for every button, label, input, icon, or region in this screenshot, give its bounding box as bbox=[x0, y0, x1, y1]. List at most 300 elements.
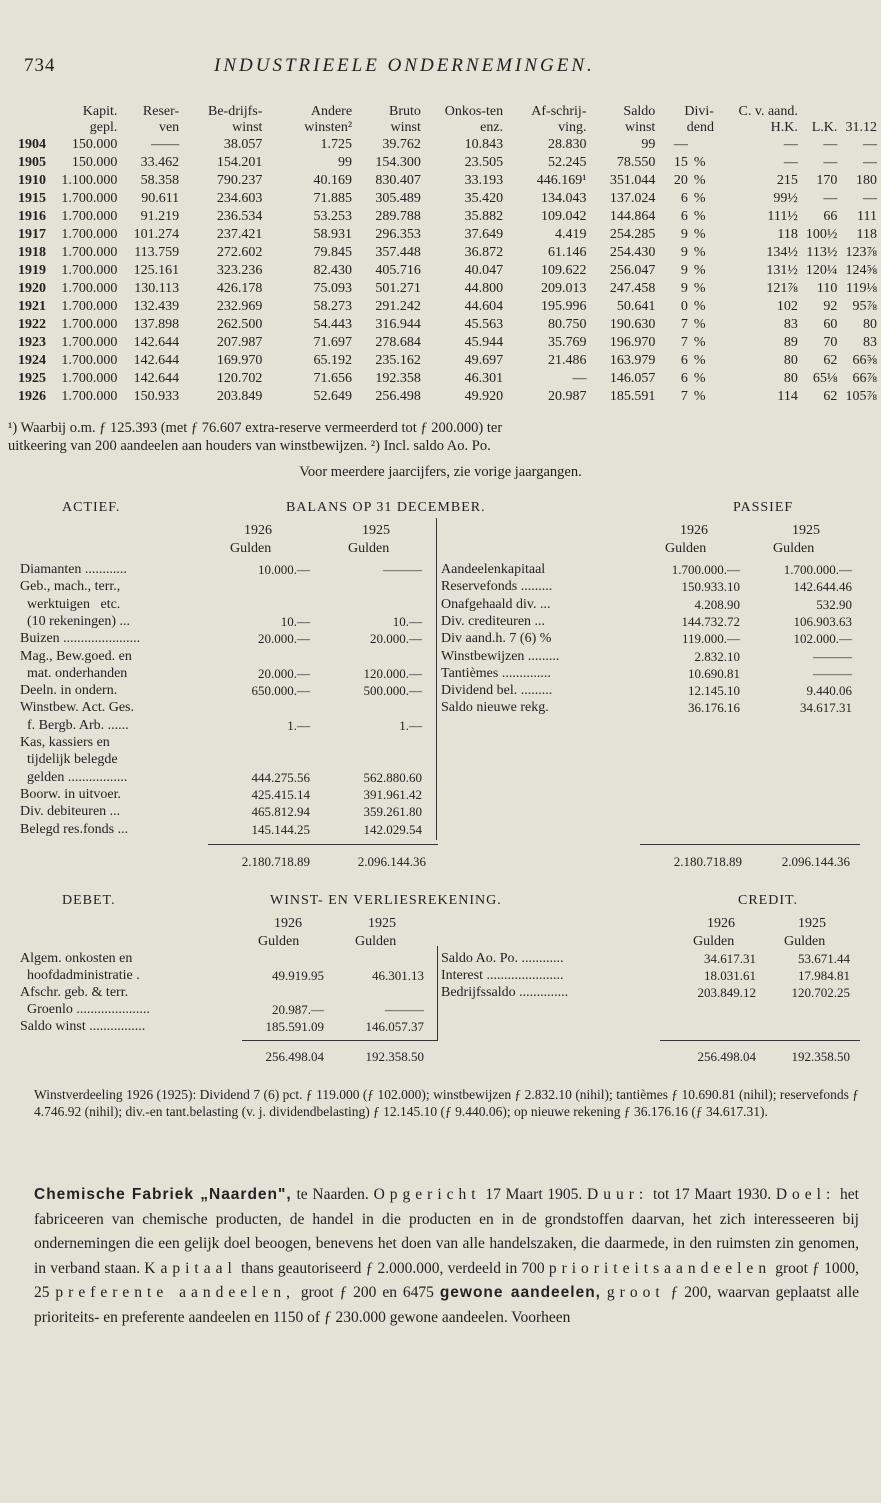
table-cell: 6 bbox=[680, 371, 688, 386]
ledger-label: (10 rekeningen) ... bbox=[20, 613, 131, 629]
ledger-label: Belegd res.fonds ... bbox=[20, 821, 129, 837]
balans-right-unit-26: Gulden bbox=[665, 541, 707, 556]
financial-history-table bbox=[18, 104, 881, 406]
table-cell: 137.898 bbox=[133, 317, 180, 332]
table-cell: 1.700.000 bbox=[61, 371, 118, 386]
table-cell: 830.407 bbox=[375, 173, 421, 188]
ledger-value-1926: 119.000.— bbox=[681, 631, 740, 647]
table-cell: 83 bbox=[783, 317, 798, 332]
footnote-1: ¹) Waarbij o.m. ƒ 125.393 (met ƒ 76.607 extra-reserve vermeerderd tot ƒ 200.000) ter bbox=[8, 420, 503, 436]
table-cell: 113½ bbox=[806, 245, 838, 260]
table-cell: % bbox=[693, 263, 706, 278]
table-cell: 405.716 bbox=[375, 263, 421, 278]
table-cell: — bbox=[823, 191, 838, 206]
ledger-value-1926: 650.000.— bbox=[251, 683, 310, 699]
table-cell: 46.301 bbox=[464, 371, 504, 386]
table-cell: 33.462 bbox=[140, 155, 180, 170]
ledger-label: gelden ................. bbox=[20, 769, 128, 785]
year-cell: 1904 bbox=[18, 137, 46, 152]
company-text-5: thans geautoriseerd ƒ 2.000.000, verdeeld in 700 bbox=[236, 1259, 549, 1277]
table-cell: 66⅝ bbox=[852, 353, 877, 368]
ledger-value-1925: 359.261.80 bbox=[363, 804, 422, 820]
table-cell: 123⅞ bbox=[845, 245, 877, 260]
winst-right-unit-26: Gulden bbox=[693, 934, 735, 949]
table-row bbox=[18, 136, 881, 154]
page-number: 734 bbox=[24, 55, 56, 76]
ledger-label: Deeln. in ondern. bbox=[20, 683, 118, 699]
table-cell: 100½ bbox=[805, 227, 838, 242]
table-cell: 35.420 bbox=[464, 191, 504, 206]
ledger-value-1926: 4.208.90 bbox=[694, 596, 740, 612]
table-cell: 1.700.000 bbox=[61, 227, 118, 242]
ledger-label: Diamanten ............ bbox=[20, 562, 127, 577]
company-text-2: 17 Maart 1905. bbox=[480, 1186, 588, 1203]
table-cell: % bbox=[693, 389, 706, 404]
balans-left-total-rule bbox=[208, 844, 438, 845]
table-cell: — bbox=[572, 371, 587, 386]
doel-label: Doel: bbox=[775, 1186, 836, 1203]
winst-left-year-25: 1925 bbox=[368, 916, 396, 931]
table-row bbox=[18, 190, 881, 208]
table-cell: 119⅛ bbox=[846, 281, 877, 296]
table-cell: 196.970 bbox=[609, 335, 656, 350]
table-cell: 296.353 bbox=[375, 227, 421, 242]
table-cell: 40.169 bbox=[313, 173, 353, 188]
table-cell: % bbox=[693, 371, 706, 386]
table-cell: 9 bbox=[680, 245, 688, 260]
table-cell: 142.644 bbox=[133, 335, 180, 350]
table-cell: 111½ bbox=[767, 209, 798, 224]
table-cell: — bbox=[783, 155, 798, 170]
table-cell: 91.219 bbox=[140, 209, 180, 224]
table-cell: 1.100.000 bbox=[61, 173, 118, 188]
ledger-value-1925: ——— bbox=[813, 665, 852, 681]
col-koers-lk: L.K. bbox=[811, 120, 838, 135]
table-cell: 254.430 bbox=[609, 245, 656, 260]
table-cell: 234.603 bbox=[216, 191, 263, 206]
year-cell: 1916 bbox=[18, 209, 46, 224]
table-cell: 45.563 bbox=[464, 317, 504, 332]
table-cell: 1.700.000 bbox=[61, 245, 118, 260]
table-cell: 52.649 bbox=[313, 389, 353, 404]
balans-right-total-26: 2.180.718.89 bbox=[673, 854, 742, 869]
table-cell: 163.979 bbox=[609, 353, 656, 368]
ledger-value-1925: 120.000.— bbox=[363, 665, 422, 681]
winst-right-unit-25: Gulden bbox=[784, 934, 826, 949]
ledger-label: Bedrijfssaldo .............. bbox=[441, 985, 569, 1000]
ledger-value-1926: 20.000.— bbox=[258, 631, 310, 647]
ledger-value-1926: 1.700.000.— bbox=[671, 562, 740, 577]
ledger-value-1925: 500.000.— bbox=[363, 683, 422, 699]
ledger-label: mat. onderhanden bbox=[20, 665, 128, 681]
opgericht-label: Opgericht bbox=[373, 1186, 481, 1203]
table-cell: 60 bbox=[823, 317, 838, 332]
table-cell: 1.700.000 bbox=[61, 299, 118, 314]
ledger-value-1925: 562.880.60 bbox=[363, 769, 422, 785]
ledger-value-1926: 465.812.94 bbox=[251, 804, 310, 820]
balans-passief-heading: PASSIEF bbox=[733, 500, 794, 515]
year-cell: 1923 bbox=[18, 335, 46, 350]
company-text-4: het fabriceeren van chemische producten, de handel in die producten en in de grondstoffen daarvan, het zich interesseeren bij ondernemingen die een gelijk doel beoogen, benevens het doen van alle handelszaken, die daarmede, in den ruimsten zin genomen, in verband staan. bbox=[34, 1186, 859, 1277]
table-row bbox=[18, 352, 881, 370]
footnote-2: uitkeering van 200 aandeelen aan houders van winstbewijzen. ²) Incl. saldo Ao. Po. bbox=[8, 438, 491, 454]
page-title: INDUSTRIEELE ONDERNEMINGEN. bbox=[214, 55, 595, 76]
col-afschrijving: Af-schrij-ving. bbox=[531, 104, 587, 135]
table-cell: 58.931 bbox=[313, 227, 353, 242]
table-cell: 9 bbox=[680, 227, 688, 242]
ledger-value-1925: 34.617.31 bbox=[800, 700, 852, 716]
ledger-label: Kas, kassiers en bbox=[20, 735, 110, 750]
table-cell: 289.788 bbox=[375, 209, 421, 224]
ledger-value-1926: 36.176.16 bbox=[688, 700, 740, 716]
ledger-label: Algem. onkosten en bbox=[20, 951, 133, 966]
winst-right-total-rule bbox=[660, 1040, 860, 1041]
winst-debet-heading: DEBET. bbox=[62, 893, 116, 908]
table-cell: 150.000 bbox=[71, 155, 118, 170]
table-cell: 20 bbox=[673, 173, 688, 188]
year-cell: 1920 bbox=[18, 281, 46, 296]
ledger-label: Geb., mach., terr., bbox=[20, 579, 121, 595]
table-cell: 37.649 bbox=[464, 227, 504, 242]
table-cell: 146.057 bbox=[609, 371, 656, 386]
table-cell: —— bbox=[151, 137, 180, 152]
table-cell: 101.274 bbox=[133, 227, 180, 242]
balans-left-unit-25: Gulden bbox=[348, 541, 390, 556]
winst-left-unit-25: Gulden bbox=[355, 934, 397, 949]
table-cell: 357.448 bbox=[375, 245, 421, 260]
table-cell: — bbox=[863, 191, 877, 206]
balans-left-unit-26: Gulden bbox=[230, 541, 272, 556]
ledger-value-1925: ——— bbox=[813, 648, 852, 664]
table-row bbox=[18, 298, 881, 316]
balans-right-unit-25: Gulden bbox=[773, 541, 815, 556]
table-cell: 80 bbox=[783, 371, 798, 386]
table-cell: 62 bbox=[823, 389, 838, 404]
ledger-label: Saldo winst ................ bbox=[20, 1019, 146, 1034]
table-cell: 254.285 bbox=[609, 227, 656, 242]
table-cell: 20.987 bbox=[547, 389, 587, 404]
ledger-label: Aandeelenkapitaal bbox=[441, 562, 546, 577]
table-cell: 1.725 bbox=[320, 137, 353, 152]
winstverdeeling-note: Winstverdeeling 1926 (1925): Dividend 7 (6) pct. ƒ 119.000 (ƒ 102.000); winstbewijzen ƒ 2.832.10 (nihil); tantièmes ƒ 10.690.81 (nihil); reservefonds ƒ 4.746.92 (nihil); div.-en tant.belasting (v. j. dividendbelasting) ƒ 12.145.10 (ƒ 9.440.06); op nieuwe rekening ƒ 36.176.16 (ƒ 34.617.31). bbox=[34, 1087, 859, 1119]
ledger-value-1925: 53.671.44 bbox=[798, 951, 850, 966]
table-cell: 272.602 bbox=[216, 245, 263, 260]
col-onkosten: Onkos-ten enz. bbox=[444, 104, 504, 135]
ledger-value-1926: 34.617.31 bbox=[704, 951, 756, 966]
table-cell: 52.245 bbox=[547, 155, 587, 170]
table-row bbox=[18, 262, 881, 280]
balans-actief-heading: ACTIEF. bbox=[62, 500, 121, 515]
balans-right-total-25: 2.096.144.36 bbox=[781, 854, 850, 869]
ledger-value-1925: 1.— bbox=[399, 717, 422, 733]
table-cell: 66 bbox=[823, 209, 838, 224]
ledger-value-1925: ——— bbox=[385, 1002, 424, 1017]
balans-right-year-26: 1926 bbox=[680, 523, 708, 538]
company-text-3: tot 17 Maart 1930. bbox=[648, 1186, 776, 1203]
table-row bbox=[18, 334, 881, 352]
balans-left-total-25: 2.096.144.36 bbox=[357, 854, 426, 869]
ledger-value-1925: 1.700.000.— bbox=[783, 562, 852, 577]
table-cell: 53.253 bbox=[313, 209, 353, 224]
col-bedrijfswinst: Be-drijfs-winst bbox=[207, 104, 263, 135]
table-cell: 71.656 bbox=[313, 371, 353, 386]
table-cell: 40.047 bbox=[464, 263, 504, 278]
table-cell: 36.872 bbox=[464, 245, 504, 260]
ledger-value-1926: 49.919.95 bbox=[272, 968, 324, 983]
ledger-label: Afschr. geb. & terr. bbox=[20, 985, 129, 1000]
ledger-label: Boorw. in uitvoer. bbox=[20, 786, 121, 802]
table-cell: 446.169¹ bbox=[536, 173, 587, 188]
table-cell: 232.969 bbox=[216, 299, 263, 314]
table-cell: 80.750 bbox=[547, 317, 587, 332]
balans-right-year-25: 1925 bbox=[792, 523, 820, 538]
table-cell: 237.421 bbox=[216, 227, 263, 242]
ledger-value-1925: 146.057.37 bbox=[365, 1019, 424, 1034]
table-cell: 114 bbox=[777, 389, 798, 404]
balans-left-year-25: 1925 bbox=[362, 523, 390, 538]
table-cell: 90.611 bbox=[141, 191, 180, 206]
table-cell: 49.920 bbox=[464, 389, 504, 404]
table-cell: 58.273 bbox=[313, 299, 353, 314]
table-cell: 323.236 bbox=[216, 263, 263, 278]
table-cell: % bbox=[693, 155, 706, 170]
table-cell: 150.933 bbox=[133, 389, 180, 404]
table-cell: 236.534 bbox=[216, 209, 263, 224]
ledger-value-1925: 106.903.63 bbox=[793, 613, 852, 629]
table-cell: 10.843 bbox=[464, 137, 504, 152]
winst-right-year-26: 1926 bbox=[707, 916, 735, 931]
table-header-row bbox=[18, 104, 881, 136]
table-cell: 23.505 bbox=[464, 155, 504, 170]
table-cell: 125.161 bbox=[133, 263, 180, 278]
table-cell: — bbox=[673, 137, 688, 152]
table-cell: 120¼ bbox=[805, 263, 838, 278]
table-row bbox=[18, 172, 881, 190]
ledger-label: Saldo Ao. Po. ............ bbox=[441, 951, 564, 966]
table-cell: 9 bbox=[680, 263, 688, 278]
company-text-6: groot ƒ 1000, 25 bbox=[34, 1259, 860, 1301]
table-cell: 215 bbox=[776, 173, 798, 188]
table-cell: 118 bbox=[777, 227, 798, 242]
page-header bbox=[24, 55, 595, 77]
year-cell: 1917 bbox=[18, 227, 46, 242]
table-cell: 137.024 bbox=[609, 191, 656, 206]
table-cell: 92 bbox=[823, 299, 838, 314]
table-cell: 1.700.000 bbox=[61, 263, 118, 278]
table-row bbox=[18, 244, 881, 262]
ledger-label: Div aand.h. 7 (6) % bbox=[441, 631, 552, 647]
table-cell: 305.489 bbox=[375, 191, 421, 206]
table-cell: 351.044 bbox=[609, 173, 656, 188]
ledger-label: Reservefonds ......... bbox=[441, 579, 553, 595]
table-cell: 7 bbox=[680, 389, 688, 404]
table-cell: 1.700.000 bbox=[61, 281, 118, 296]
winst-left-year-26: 1926 bbox=[274, 916, 302, 931]
prioriteit-label: prioriteitsaandeelen bbox=[548, 1259, 772, 1277]
kapitaal-label: Kapitaal bbox=[144, 1259, 237, 1277]
winst-right-total-25: 192.358.50 bbox=[791, 1049, 850, 1064]
table-cell: 154.201 bbox=[216, 155, 263, 170]
table-cell: % bbox=[693, 299, 706, 314]
year-cell: 1924 bbox=[18, 353, 46, 368]
col-koers-hk: C. v. aand. H.K. bbox=[738, 104, 798, 135]
balans-left-total-26: 2.180.718.89 bbox=[241, 854, 310, 869]
table-cell: 33.193 bbox=[464, 173, 504, 188]
table-cell: 113.759 bbox=[134, 245, 180, 260]
table-cell: 99½ bbox=[773, 191, 798, 206]
year-cell: 1926 bbox=[18, 389, 46, 404]
year-cell: 1910 bbox=[18, 173, 46, 188]
table-cell: 0 bbox=[680, 299, 688, 314]
table-cell: % bbox=[693, 173, 706, 188]
table-cell: 142.644 bbox=[133, 371, 180, 386]
table-cell: 7 bbox=[680, 317, 688, 332]
table-cell: 99 bbox=[338, 155, 353, 170]
ledger-label: Groenlo ..................... bbox=[20, 1002, 150, 1017]
ledger-label: Saldo nieuwe rekg. bbox=[441, 700, 549, 716]
table-cell: 142.644 bbox=[133, 353, 180, 368]
ledger-value-1926: 18.031.61 bbox=[704, 968, 756, 983]
table-cell: 62 bbox=[823, 353, 838, 368]
table-cell: 49.697 bbox=[464, 353, 504, 368]
table-cell: 1.700.000 bbox=[61, 317, 118, 332]
ledger-value-1926: 2.832.10 bbox=[694, 648, 740, 664]
winst-credit-heading: CREDIT. bbox=[738, 893, 799, 908]
table-cell: 111 bbox=[857, 209, 877, 224]
ledger-value-1925: 391.961.42 bbox=[363, 786, 422, 802]
groot-label: groot bbox=[606, 1284, 665, 1301]
ledger-value-1926: 12.145.10 bbox=[688, 683, 740, 699]
table-cell: 109.622 bbox=[540, 263, 587, 278]
gewone-label: gewone aandeelen, bbox=[439, 1284, 601, 1301]
see-previous-years: Voor meerdere jaarcijfers, zie vorige jaargangen. bbox=[299, 464, 582, 480]
table-cell: 9 bbox=[680, 281, 688, 296]
ledger-value-1926: 203.849.12 bbox=[697, 985, 756, 1000]
table-cell: 102 bbox=[776, 299, 798, 314]
ledger-label: Winstbew. Act. Ges. bbox=[20, 700, 135, 716]
table-cell: 7 bbox=[680, 335, 688, 350]
year-cell: 1915 bbox=[18, 191, 46, 206]
table-cell: 65⅛ bbox=[812, 371, 838, 386]
table-cell: 83 bbox=[863, 335, 877, 350]
table-cell: 80 bbox=[863, 317, 877, 332]
table-cell: 71.697 bbox=[313, 335, 353, 350]
table-cell: 15 bbox=[673, 155, 688, 170]
table-cell: 256.047 bbox=[609, 263, 656, 278]
table-cell: 89 bbox=[783, 335, 798, 350]
company-description bbox=[34, 1183, 859, 1330]
table-cell: 45.944 bbox=[464, 335, 504, 350]
balans-divider bbox=[436, 518, 437, 840]
table-cell: % bbox=[693, 353, 706, 368]
table-cell: 203.849 bbox=[216, 389, 263, 404]
table-cell: 1.700.000 bbox=[61, 191, 118, 206]
ledger-label: tijdelijk belegde bbox=[20, 752, 118, 768]
table-cell: 207.987 bbox=[216, 335, 263, 350]
ledger-label: Interest ...................... bbox=[441, 968, 564, 983]
ledger-value-1926: 1.— bbox=[287, 717, 310, 733]
table-cell: 79.845 bbox=[313, 245, 353, 260]
table-cell: 1.700.000 bbox=[61, 335, 118, 350]
table-cell: — bbox=[863, 137, 877, 152]
year-cell: 1922 bbox=[18, 317, 46, 332]
table-cell: 6 bbox=[680, 191, 688, 206]
table-cell: 316.944 bbox=[375, 317, 421, 332]
ledger-label: hoofdadministratie . bbox=[20, 968, 140, 983]
col-dividend: Divi-dend bbox=[684, 104, 714, 135]
table-cell: 235.162 bbox=[375, 353, 421, 368]
table-cell: % bbox=[693, 317, 706, 332]
table-cell: 426.178 bbox=[216, 281, 263, 296]
table-cell: 21.486 bbox=[547, 353, 587, 368]
table-cell: % bbox=[693, 335, 706, 350]
winst-right-total-26: 256.498.04 bbox=[697, 1049, 756, 1064]
table-cell: 82.430 bbox=[313, 263, 353, 278]
preferente-label: preferente aandeelen, bbox=[55, 1284, 295, 1301]
table-cell: 38.057 bbox=[223, 137, 263, 152]
ledger-label: f. Bergb. Arb. ...... bbox=[20, 717, 129, 733]
table-cell: 150.000 bbox=[71, 137, 118, 152]
table-cell: 1.700.000 bbox=[61, 389, 118, 404]
table-row bbox=[18, 226, 881, 244]
table-cell: 195.996 bbox=[540, 299, 587, 314]
table-cell: 278.684 bbox=[375, 335, 421, 350]
winst-left-total-rule bbox=[242, 1040, 438, 1041]
col-saldo-winst: Saldo winst bbox=[623, 104, 656, 135]
ledger-value-1925: 142.029.54 bbox=[363, 821, 422, 837]
table-cell: 291.242 bbox=[375, 299, 421, 314]
table-cell: 28.830 bbox=[547, 137, 587, 152]
ledger-value-1926: 425.415.14 bbox=[251, 786, 310, 802]
table-cell: 70 bbox=[823, 335, 838, 350]
table-cell: — bbox=[783, 137, 798, 152]
year-cell: 1921 bbox=[18, 299, 46, 314]
table-cell: 61.146 bbox=[547, 245, 587, 260]
ledger-value-1926: 185.591.09 bbox=[265, 1019, 324, 1034]
table-cell: 78.550 bbox=[616, 155, 656, 170]
table-cell: 4.419 bbox=[554, 227, 587, 242]
table-cell: 54.443 bbox=[313, 317, 353, 332]
table-cell: 44.800 bbox=[464, 281, 504, 296]
table-cell: 44.604 bbox=[464, 299, 504, 314]
table-cell: 130.113 bbox=[134, 281, 180, 296]
col-andere-winsten: Andere winsten² bbox=[304, 104, 353, 135]
ledger-value-1925: 120.702.25 bbox=[791, 985, 850, 1000]
table-cell: 75.093 bbox=[313, 281, 353, 296]
winst-divider bbox=[437, 946, 438, 1040]
table-row bbox=[18, 388, 881, 406]
table-cell: 134½ bbox=[766, 245, 798, 260]
table-cell: 169.970 bbox=[216, 353, 263, 368]
col-bruto-winst: Bruto winst bbox=[388, 104, 421, 135]
table-cell: 109.042 bbox=[540, 209, 587, 224]
ledger-value-1926: 150.933.10 bbox=[681, 579, 740, 595]
table-cell: 190.630 bbox=[609, 317, 656, 332]
table-cell: 6 bbox=[680, 209, 688, 224]
col-year bbox=[18, 104, 50, 136]
table-cell: — bbox=[823, 137, 838, 152]
winst-left-total-25: 192.358.50 bbox=[365, 1049, 424, 1064]
ledger-value-1925: 9.440.06 bbox=[806, 683, 852, 699]
balans-right-total-rule bbox=[640, 844, 860, 845]
table-cell: 95⅞ bbox=[852, 299, 877, 314]
ledger-value-1926: 10.000.— bbox=[258, 562, 310, 577]
table-cell: 110 bbox=[816, 281, 838, 296]
winst-left-total-26: 256.498.04 bbox=[265, 1049, 324, 1064]
table-cell: 247.458 bbox=[609, 281, 656, 296]
table-cell: 790.237 bbox=[216, 173, 263, 188]
table-row bbox=[18, 154, 881, 172]
